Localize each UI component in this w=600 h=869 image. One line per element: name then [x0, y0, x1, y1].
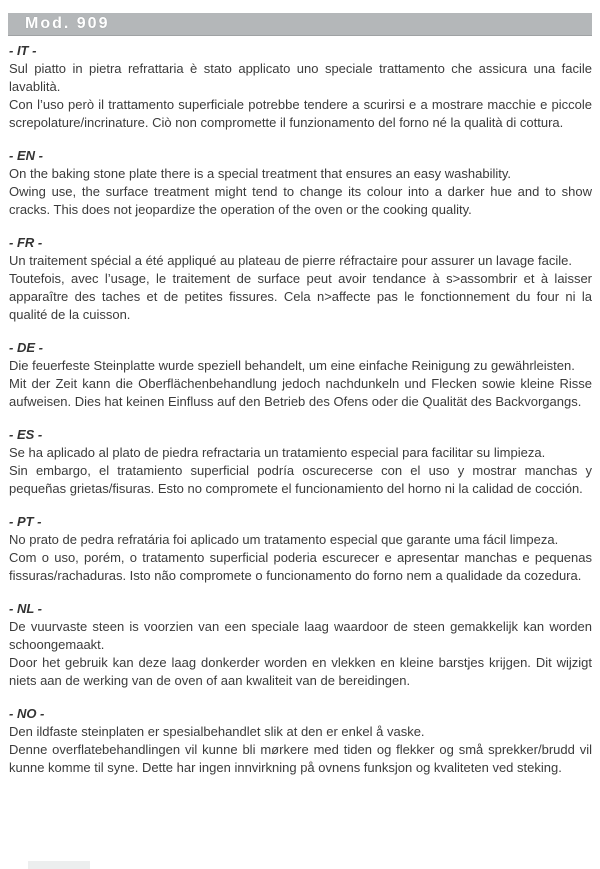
- paragraph: Se ha aplicado al plato de piedra refractaria un tratamiento especial para facilitar su limpieza.: [9, 445, 546, 460]
- paragraph: Sul piatto in pietra refrattaria è stato applicato uno speciale trattamento che assicura una facile lavablità.: [9, 61, 592, 94]
- scan-artifact: [28, 861, 90, 869]
- model-title: Mod. 909: [25, 15, 110, 32]
- section-pt: [9, 513, 592, 585]
- paragraph: Die feuerfeste Steinplatte wurde speziell behandelt, um eine einfache Reinigung zu gewährleisten.: [9, 358, 575, 373]
- paragraph: No prato de pedra refratária foi aplicado um tratamento especial que garante uma fácil limpeza.: [9, 532, 559, 547]
- language-label-fr: - FR -: [9, 235, 43, 250]
- paragraph: Owing use, the surface treatment might tend to change its colour into a darker hue and to show cracks. This does not jeopardize the operation of the oven or the cooking quality.: [9, 184, 592, 217]
- section-no: [9, 705, 592, 777]
- paragraph: Den ildfaste steinplaten er spesialbehandlet slik at den er enkel å vaske.: [9, 724, 425, 739]
- paragraph: Mit der Zeit kann die Oberflächenbehandlung jedoch nachdunkeln und Flecken sowie kleine Risse aufweisen. Dies hat keinen Einfluss auf den Betrieb des Ofens oder die Qualität des Backvorgangs.: [9, 376, 592, 409]
- section-nl: [9, 600, 592, 690]
- language-label-en: - EN -: [9, 148, 43, 163]
- language-label-pt: - PT -: [9, 514, 42, 529]
- paragraph: Com o uso, porém, o tratamento superficial poderia escurecer e apresentar manchas e pequenas fissuras/rachaduras. Isto não compromete o funcionamento do forno nem a qualidade da cozedura.: [9, 550, 592, 583]
- model-header-bar: [8, 13, 592, 36]
- language-label-no: - NO -: [9, 706, 45, 721]
- paragraph: Un traitement spécial a été appliqué au plateau de pierre réfractaire pour assurer un lavage facile.: [9, 253, 572, 268]
- paragraph: De vuurvaste steen is voorzien van een speciale laag waardoor de steen gemakkelijk kan worden schoongemaakt.: [9, 619, 592, 652]
- language-label-de: - DE -: [9, 340, 43, 355]
- language-label-nl: - NL -: [9, 601, 42, 616]
- paragraph: Sin embargo, el tratamiento superficial podría oscurecerse con el uso y mostrar manchas y pequeñas grietas/fisuras. Esto no compromete el funcionamiento del horno ni la calidad de cocción.: [9, 463, 592, 496]
- paragraph: Toutefois, avec l’usage, le traitement de surface peut avoir tendance à s>assombrir et à laisser apparaître des taches et de petites fissures. Cela n>affecte pas le fonctionnement du four ni la qualité de la cuisson.: [9, 271, 592, 322]
- document-body: [9, 42, 592, 792]
- language-label-it: - IT -: [9, 43, 37, 58]
- paragraph: Door het gebruik kan deze laag donkerder worden en vlekken en kleine barstjes krijgen. Dit wijzigt niets aan de werking van de oven of aan kwaliteit van de bereidingen.: [9, 655, 592, 688]
- section-it: [9, 42, 592, 132]
- paragraph: Con l’uso però il trattamento superficiale potrebbe tendere a scurirsi e a mostrare macchie e piccole screpolature/incrinature. Ciò non compromette il funzionamento del forno né la qualità di cottura.: [9, 97, 592, 130]
- section-fr: [9, 234, 592, 324]
- paragraph: Denne overflatebehandlingen vil kunne bli mørkere med tiden og flekker og små sprekker/brudd vil kunne komme til syne. Dette har ingen innvirkning på ovnens funksjon og kvaliteten ved steking.: [9, 742, 592, 775]
- language-label-es: - ES -: [9, 427, 43, 442]
- paragraph: On the baking stone plate there is a special treatment that ensures an easy washability.: [9, 166, 511, 181]
- section-en: [9, 147, 592, 219]
- section-es: [9, 426, 592, 498]
- section-de: [9, 339, 592, 411]
